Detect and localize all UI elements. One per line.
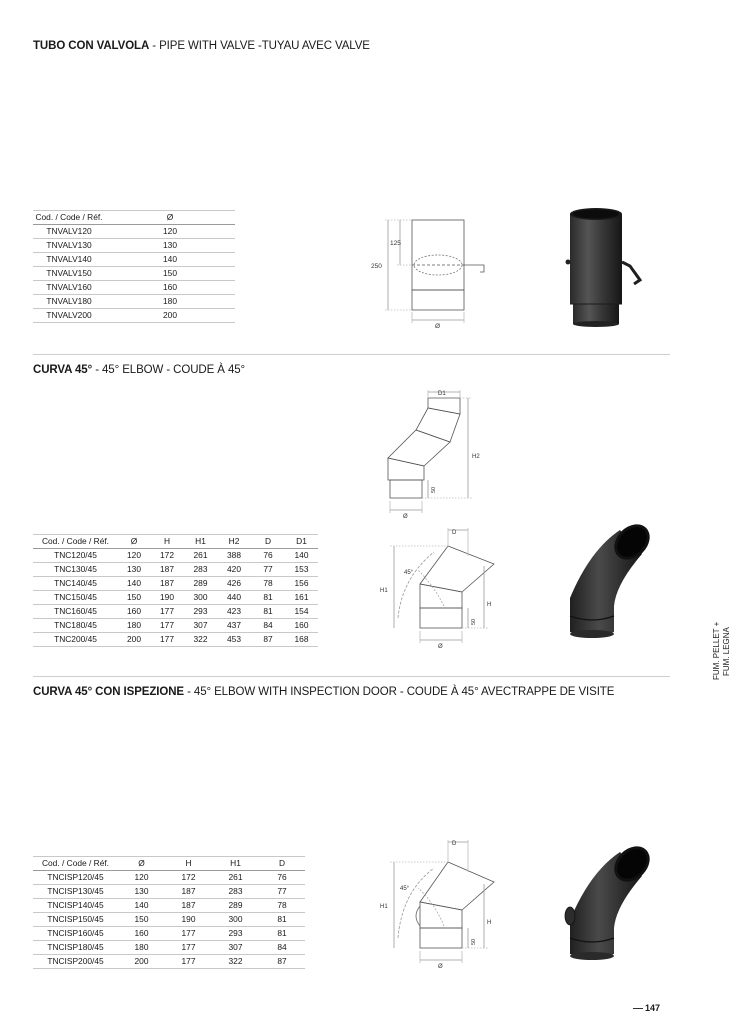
table-row — [33, 253, 235, 267]
table-cell: 160 — [105, 281, 235, 295]
table-cell: 289 — [212, 899, 259, 913]
table-cell: 177 — [150, 633, 184, 647]
product-code-cell: TNCISP140/45 — [33, 899, 118, 913]
product-code-cell: TNCISP160/45 — [33, 927, 118, 941]
table-row — [33, 955, 305, 969]
table-cell: 420 — [217, 563, 251, 577]
elbow-inspection-drawing — [372, 832, 502, 972]
table-cell: 177 — [165, 941, 212, 955]
dim-label-d: D — [452, 530, 457, 536]
table-cell: 423 — [217, 605, 251, 619]
dim-label-125: 125 — [390, 240, 401, 247]
table-cell: 120 — [118, 871, 165, 885]
table-row — [33, 633, 318, 647]
product-code-cell: TNCISP120/45 — [33, 871, 118, 885]
product-code-cell: TNC150/45 — [33, 591, 118, 605]
table-header-cell: Ø — [118, 535, 150, 549]
table-cell: 322 — [184, 633, 217, 647]
dim-label-h1: H1 — [380, 904, 388, 910]
table-header-cell: H1 — [184, 535, 217, 549]
side-category-label — [707, 612, 737, 682]
table-cell: 76 — [251, 549, 285, 563]
spec-table-elbow-inspection — [33, 856, 305, 969]
table-row — [33, 605, 318, 619]
table-cell: 190 — [165, 913, 212, 927]
table-header-cell: Cod. / Code / Réf. — [33, 535, 118, 549]
table-header-cell: D — [259, 857, 305, 871]
dim-label-diameter: Ø — [435, 323, 441, 330]
table-cell: 289 — [184, 577, 217, 591]
table-cell: 150 — [105, 267, 235, 281]
table-cell: 130 — [118, 563, 150, 577]
table-row — [33, 267, 235, 281]
table-cell: 300 — [212, 913, 259, 927]
product-code-cell: TNCISP150/45 — [33, 913, 118, 927]
table-cell: 140 — [105, 253, 235, 267]
product-code-cell: TNC130/45 — [33, 563, 118, 577]
table-header-cell: D1 — [285, 535, 318, 549]
table-row — [33, 871, 305, 885]
table-cell: 200 — [105, 309, 235, 323]
product-code-cell: TNCISP180/45 — [33, 941, 118, 955]
table-cell: 187 — [150, 563, 184, 577]
product-code-cell: TNVALV150 — [33, 267, 105, 281]
table-cell: 180 — [118, 941, 165, 955]
dim-label-d: D — [452, 841, 457, 847]
table-cell: 190 — [150, 591, 184, 605]
product-code-cell: TNCISP200/45 — [33, 955, 118, 969]
table-cell: 172 — [150, 549, 184, 563]
table-cell: 293 — [212, 927, 259, 941]
table-row — [33, 549, 318, 563]
table-cell: 187 — [165, 885, 212, 899]
product-code-cell: TNVALV130 — [33, 239, 105, 253]
table-row — [33, 941, 305, 955]
table-row — [33, 591, 318, 605]
dim-label-h2: H2 — [472, 454, 480, 460]
product-code-cell: TNVALV140 — [33, 253, 105, 267]
table-header-cell: Ø — [105, 211, 235, 225]
table-cell: 172 — [165, 871, 212, 885]
table-cell: 440 — [217, 591, 251, 605]
table-cell: 87 — [259, 955, 305, 969]
table-cell: 84 — [259, 941, 305, 955]
table-header-row — [33, 535, 318, 549]
pipe-with-valve-drawing — [368, 212, 498, 330]
table-cell: 180 — [118, 619, 150, 633]
product-code-cell: TNC180/45 — [33, 619, 118, 633]
product-code-cell: TNC160/45 — [33, 605, 118, 619]
product-code-cell: TNC120/45 — [33, 549, 118, 563]
table-cell: 153 — [285, 563, 318, 577]
table-cell: 200 — [118, 633, 150, 647]
table-header-cell: H — [150, 535, 184, 549]
table-cell: 200 — [118, 955, 165, 969]
table-cell: 120 — [105, 225, 235, 239]
table-cell: 293 — [184, 605, 217, 619]
dim-label-angle: 45° — [404, 570, 414, 576]
table-cell: 261 — [184, 549, 217, 563]
product-code-cell: TNVALV120 — [33, 225, 105, 239]
table-cell: 140 — [118, 899, 165, 913]
table-cell: 78 — [259, 899, 305, 913]
table-row — [33, 619, 318, 633]
table-cell: 187 — [150, 577, 184, 591]
table-row — [33, 281, 235, 295]
elbow-h-drawing — [372, 526, 502, 654]
section-divider — [33, 676, 670, 677]
table-cell: 84 — [251, 619, 285, 633]
table-cell: 283 — [184, 563, 217, 577]
table-cell: 130 — [118, 885, 165, 899]
dim-label-h: H — [487, 602, 492, 608]
dim-label-d1: D1 — [438, 391, 446, 397]
table-header-cell: Ø — [118, 857, 165, 871]
table-row — [33, 239, 235, 253]
table-row — [33, 899, 305, 913]
dim-label-diameter: Ø — [438, 644, 443, 650]
table-row — [33, 927, 305, 941]
dim-label-h: H — [487, 920, 492, 926]
elbow-inspection-photo — [550, 842, 650, 972]
dim-label-50: 50 — [471, 938, 477, 945]
elbow-h2-drawing — [380, 386, 490, 520]
table-cell: 154 — [285, 605, 318, 619]
dim-label-250: 250 — [371, 263, 382, 270]
dim-label-angle: 45° — [400, 886, 410, 892]
product-code-cell: TNC140/45 — [33, 577, 118, 591]
table-cell: 300 — [184, 591, 217, 605]
section-title-elbow-inspection — [33, 686, 614, 698]
table-cell: 150 — [118, 913, 165, 927]
table-cell: 160 — [118, 605, 150, 619]
table-cell: 81 — [251, 591, 285, 605]
table-header-cell: H1 — [212, 857, 259, 871]
page-number: 147 — [645, 1003, 661, 1013]
table-cell: 81 — [259, 913, 305, 927]
table-cell: 180 — [105, 295, 235, 309]
section-title-rest: - 45° ELBOW - COUDE À 45° — [92, 364, 246, 376]
table-cell: 388 — [217, 549, 251, 563]
section-title-pipe-with-valve — [33, 40, 370, 52]
dim-label-diameter: Ø — [438, 964, 443, 970]
table-cell: 78 — [251, 577, 285, 591]
table-row — [33, 295, 235, 309]
table-header-cell: Cod. / Code / Réf. — [33, 211, 105, 225]
table-cell: 140 — [285, 549, 318, 563]
table-row — [33, 309, 235, 323]
table-cell: 76 — [259, 871, 305, 885]
table-cell: 87 — [251, 633, 285, 647]
section-title-bold: TUBO CON VALVOLA — [33, 40, 150, 52]
table-cell: 453 — [217, 633, 251, 647]
table-header-cell: Cod. / Code / Réf. — [33, 857, 118, 871]
section-divider — [33, 354, 670, 355]
table-row — [33, 885, 305, 899]
table-row — [33, 577, 318, 591]
table-cell: 307 — [184, 619, 217, 633]
side-label-line1: FUM. PELLET + — [712, 621, 721, 680]
table-cell: 156 — [285, 577, 318, 591]
table-cell: 322 — [212, 955, 259, 969]
dim-label-50: 50 — [431, 486, 437, 493]
elbow-photo — [550, 520, 650, 650]
table-cell: 283 — [212, 885, 259, 899]
section-title-bold: CURVA 45° CON ISPEZIONE — [33, 686, 184, 698]
section-title-45-elbow — [33, 364, 245, 376]
spec-table-pipe-with-valve — [33, 210, 235, 323]
table-cell: 177 — [150, 619, 184, 633]
product-code-cell: TNVALV200 — [33, 309, 105, 323]
table-cell: 161 — [285, 591, 318, 605]
section-title-rest: - PIPE WITH VALVE -TUYAU AVEC VALVE — [149, 40, 370, 52]
product-code-cell: TNCISP130/45 — [33, 885, 118, 899]
table-row — [33, 913, 305, 927]
table-cell: 177 — [150, 605, 184, 619]
product-code-cell: TNVALV160 — [33, 281, 105, 295]
table-cell: 130 — [105, 239, 235, 253]
section-title-rest: - 45° ELBOW WITH INSPECTION DOOR - COUDE À 45° AVECTRAPPE DE VISITE — [183, 686, 615, 698]
table-cell: 150 — [118, 591, 150, 605]
table-row — [33, 563, 318, 577]
table-cell: 77 — [251, 563, 285, 577]
table-header-row — [33, 857, 305, 871]
table-cell: 426 — [217, 577, 251, 591]
table-header-cell: D — [251, 535, 285, 549]
product-code-cell: TNC200/45 — [33, 633, 118, 647]
dim-label-h1: H1 — [380, 588, 388, 594]
pipe-with-valve-photo — [556, 200, 646, 335]
product-code-cell: TNVALV180 — [33, 295, 105, 309]
table-cell: 177 — [165, 927, 212, 941]
table-cell: 81 — [259, 927, 305, 941]
table-header-cell: H — [165, 857, 212, 871]
table-cell: 437 — [217, 619, 251, 633]
table-cell: 187 — [165, 899, 212, 913]
spec-table-45-elbow — [33, 534, 318, 647]
dim-label-diameter: Ø — [403, 514, 408, 520]
side-label-line2: FUM. LEGNA — [722, 627, 731, 676]
dim-label-50: 50 — [471, 618, 477, 625]
table-row — [33, 225, 235, 239]
table-header-cell: H2 — [217, 535, 251, 549]
table-cell: 120 — [118, 549, 150, 563]
section-title-bold: CURVA 45° — [33, 364, 93, 376]
table-cell: 81 — [251, 605, 285, 619]
table-cell: 168 — [285, 633, 318, 647]
table-cell: 160 — [118, 927, 165, 941]
page-number-dash — [633, 1008, 643, 1009]
table-cell: 307 — [212, 941, 259, 955]
table-cell: 261 — [212, 871, 259, 885]
table-cell: 77 — [259, 885, 305, 899]
table-header-row — [33, 211, 235, 225]
table-cell: 140 — [118, 577, 150, 591]
table-cell: 177 — [165, 955, 212, 969]
table-cell: 160 — [285, 619, 318, 633]
